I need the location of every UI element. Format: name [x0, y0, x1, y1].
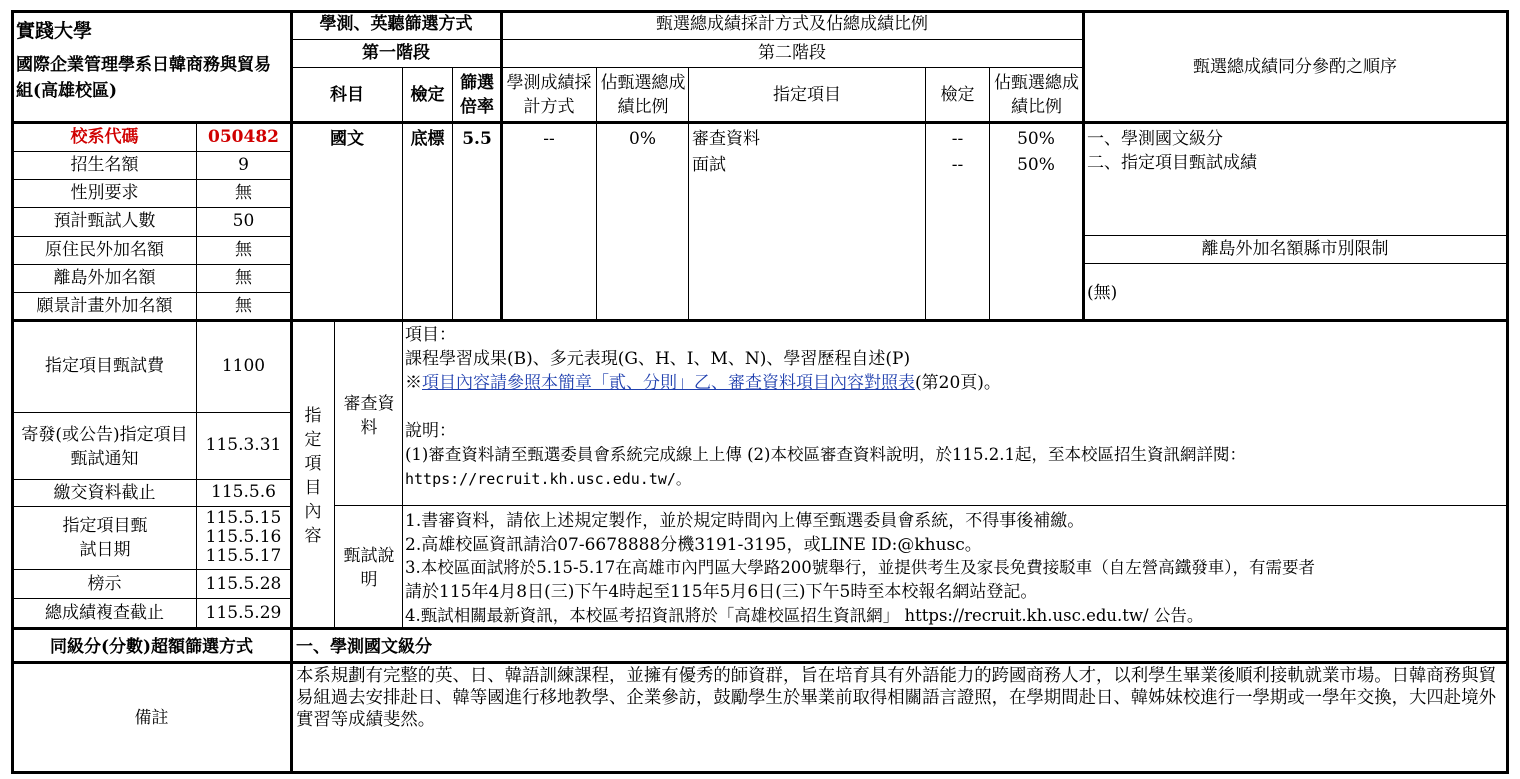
info-value: 50 — [232, 211, 255, 231]
info-label: 校系代碼 — [70, 127, 139, 147]
stage2-check: -- — [951, 129, 964, 149]
divider — [596, 67, 597, 319]
island-limit-title: 離島外加名額縣市別限制 — [1201, 239, 1389, 259]
date-value: 115.5.15 — [205, 508, 282, 528]
info-value: 無 — [235, 240, 252, 260]
date-label: 寄發(或公告)指定項目甄試通知 — [21, 425, 188, 469]
divider — [11, 207, 291, 208]
divider — [11, 506, 291, 507]
content-label: 指定項目內容 — [304, 406, 322, 546]
date-value: 115.5.28 — [205, 574, 282, 594]
info-label: 預計甄試人數 — [53, 211, 156, 231]
divider — [11, 264, 291, 265]
info-label: 願景計畫外加名額 — [36, 296, 173, 316]
stage2-ratio: 50% — [1017, 129, 1055, 149]
col-tiebreak: 甄選總成績同分參酌之順序 — [1193, 57, 1397, 77]
col-group-total-score: 甄選總成績採計方式及佔總成績比例 — [656, 14, 928, 34]
interview-line: 請於115年4月8日(三)下午4時起至115年5月6日(三)下午5時至本校報名網站登記。 — [405, 582, 1038, 602]
divider — [452, 67, 453, 319]
date-value: 115.5.17 — [205, 546, 282, 566]
divider — [11, 292, 291, 293]
divider — [291, 67, 1083, 68]
date-label: 榜示 — [87, 574, 122, 594]
col-group-screening: 學測、英聽篩選方式 — [319, 14, 473, 34]
date-value: 115.3.31 — [205, 435, 282, 455]
tiebreak-item: 一、學測國文級分 — [1087, 129, 1223, 149]
col-items: 指定項目 — [773, 85, 841, 105]
stage2-score-method: -- — [543, 129, 555, 149]
divider — [11, 412, 291, 413]
col-score-method: 學測成績採計方式 — [506, 73, 592, 117]
review-note-url: https://recruit.kh.usc.edu.tw/。 — [405, 470, 691, 488]
stage2-check: -- — [951, 155, 964, 175]
divider — [11, 627, 1509, 630]
divider — [11, 179, 291, 180]
date-value: 115.5.29 — [205, 603, 282, 623]
island-limit-value: (無) — [1087, 283, 1118, 303]
col-subject: 科目 — [330, 85, 364, 105]
date-value: 115.5.16 — [205, 527, 282, 547]
divider — [1083, 263, 1508, 264]
review-note-title: 說明： — [405, 421, 456, 441]
info-value: 050482 — [208, 127, 279, 147]
divider — [1083, 235, 1508, 236]
date-value: 1100 — [221, 356, 266, 376]
divider — [11, 569, 291, 570]
col-score-ratio: 佔甄選總成績比例 — [600, 73, 686, 117]
department-name: 國際企業管理學系日韓商務與貿易組(高雄校區) — [16, 55, 271, 101]
table-border-left — [11, 10, 14, 774]
tie-overflow-label: 同級分(分數)超額篩選方式 — [49, 637, 254, 657]
stage2-score-ratio: 0% — [629, 129, 656, 149]
date-value: 115.5.6 — [211, 482, 276, 502]
info-label: 性別要求 — [70, 183, 139, 203]
remarks-label: 備註 — [134, 708, 169, 728]
review-items-text: 課程學習成果(B)、多元表現(G、H、I、M、N)、學習歷程自述(P) — [405, 349, 911, 369]
university-name: 實踐大學 — [16, 20, 93, 42]
review-label: 審查資料 — [343, 394, 395, 438]
info-label: 原住民外加名額 — [45, 240, 164, 260]
info-value: 無 — [235, 296, 252, 316]
divider — [11, 661, 1509, 664]
divider — [291, 39, 1083, 40]
info-value: 無 — [235, 183, 252, 203]
tie-overflow-value: 一、學測國文級分 — [296, 637, 432, 657]
review-reference: ※項目內容請參照本簡章「貳、分則」乙、審查資料項目內容對照表(第20頁)。 — [405, 373, 1001, 393]
review-reference-link[interactable]: 項目內容請參照本簡章「貳、分則」乙、審查資料項目內容對照表 — [422, 373, 915, 393]
divider — [11, 598, 291, 599]
date-label: 繳交資料截止 — [53, 483, 156, 503]
interview-line: 1.書審資料，請依上述規定製作，並於規定時間內上傳至甄選委員會系統，不得事後補繳。 — [405, 511, 1085, 531]
divider — [11, 151, 291, 152]
info-value: 9 — [238, 155, 249, 175]
stage1-multiplier: 5.5 — [462, 129, 492, 149]
info-label: 離島外加名額 — [53, 268, 156, 288]
col-check2: 檢定 — [940, 85, 975, 105]
date-label: 指定項目甄試日期 — [62, 516, 148, 560]
col-multiplier: 篩選倍率 — [460, 73, 494, 117]
stage2-ratio: 50% — [1017, 155, 1055, 175]
stage2-item: 審查資料 — [692, 129, 760, 149]
divider — [290, 10, 293, 774]
stage1-label: 第一階段 — [362, 43, 430, 63]
divider — [11, 236, 291, 237]
table-border-right — [1506, 10, 1509, 774]
col-ratio2: 佔甄選總成績比例 — [994, 73, 1079, 117]
info-label: 招生名額 — [70, 155, 139, 175]
review-note-line: (1)審查資料請至甄選委員會系統完成線上上傳 (2)本校區審查資料說明，於115.2.1起，至本校區招生資訊網詳閱： — [405, 445, 1246, 464]
date-label: 指定項目甄試費 — [45, 356, 164, 376]
divider — [11, 319, 1509, 322]
col-check: 檢定 — [410, 85, 445, 105]
table-border-bottom — [11, 771, 1509, 774]
divider — [11, 479, 291, 480]
stage2-item: 面試 — [692, 155, 726, 175]
stage1-subject: 國文 — [330, 129, 364, 149]
date-label: 總成績複查截止 — [45, 603, 164, 623]
divider — [989, 67, 990, 319]
interview-line: 4.甄試相關最新資訊，本校區考招資訊將於「高雄校區招生資訊網」 https://recruit.kh.usc.edu.tw/ 公告。 — [405, 606, 1204, 625]
divider — [11, 121, 1509, 124]
info-value: 無 — [235, 268, 252, 288]
interview-label: 甄試說明 — [343, 546, 395, 590]
stage1-check: 底標 — [410, 129, 445, 149]
review-items-title: 項目： — [405, 325, 456, 345]
stage2-label: 第二階段 — [758, 43, 826, 63]
interview-line: 3.本校區面試將於5.15-5.17在高雄市內門區大學路200號舉行，並提供考生及家長免費接駁車（自左營高鐵發車），有需要者 — [405, 558, 1316, 577]
divider — [334, 319, 335, 627]
tiebreak-item: 二、指定項目甄試成績 — [1087, 153, 1257, 173]
divider — [402, 319, 403, 627]
divider — [334, 505, 1508, 506]
remarks-text: 本系規劃有完整的英、日、韓語訓練課程，並擁有優秀的師資群，旨在培育具有外語能力的跨國商務人才，以利學生畢業後順利接軌就業市場。日韓商務與貿易組過去安排赴日、韓等國進行移地教學、企業參訪，鼓勵學生於畢業前取得相關語言證照，在學期間赴日、韓姊妹校進行一學期或一學年交換，大四赴境外實習等成績斐然。 — [296, 666, 1496, 730]
interview-line: 2.高雄校區資訊請洽07-6678888分機3191-3195，或LINE ID:@khusc。 — [405, 535, 982, 555]
